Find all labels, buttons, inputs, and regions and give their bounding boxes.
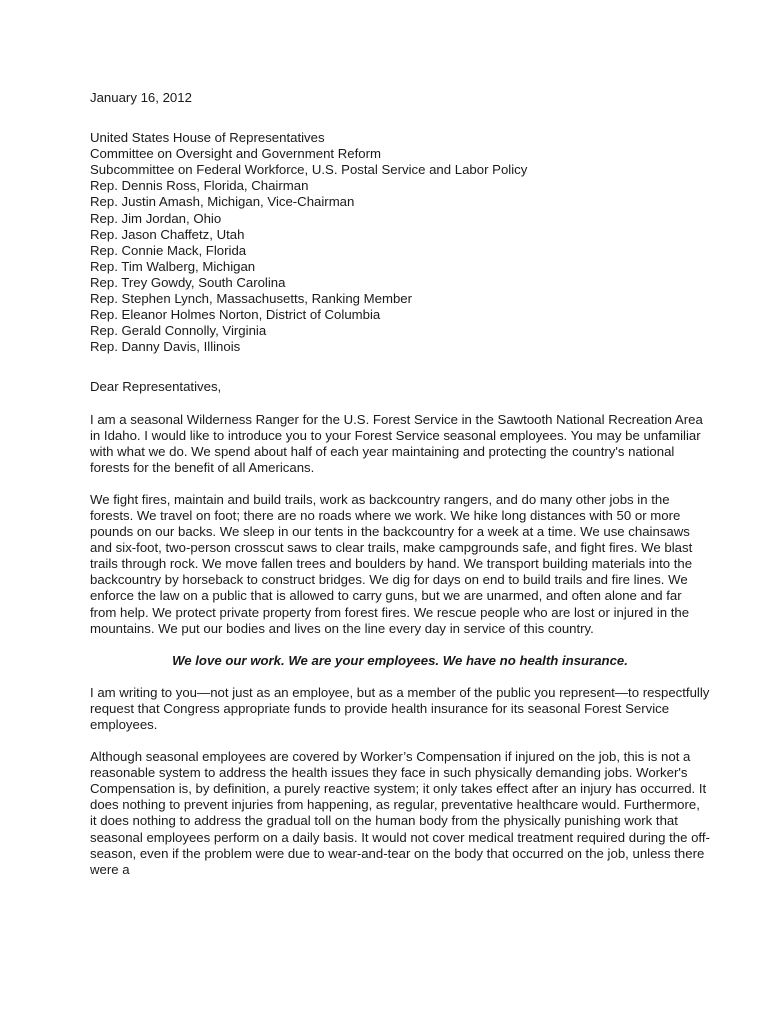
recipient-line: United States House of Representatives	[90, 130, 325, 146]
recipient-line: Committee on Oversight and Government Reform	[90, 146, 381, 162]
letter-page	[90, 90, 710, 894]
recipient-line: Rep. Eleanor Holmes Norton, District of Columbia	[90, 307, 381, 323]
recipient-line: Subcommittee on Federal Workforce, U.S. Postal Service and Labor Policy	[90, 162, 528, 178]
recipient-line: Rep. Dennis Ross, Florida, Chairman	[90, 178, 309, 194]
body-paragraph-2: We fight fires, maintain and build trails, work as backcountry rangers, and do many other jobs in the forests. We travel on foot; there are no roads where we work. We hike long distances with 50 or more pounds on our backs. We sleep in our tents in the backcountry for a week at a time. We use chainsaws and six-foot, two-person crosscut saws to clear trails, make campgrounds safe, and fight fires. We blast trails through rock. We move fallen trees and boulders by hand. We transport building materials into the backcountry by horseback to construct bridges. We dig for days on end to build trails and fire lines. We enforce the law on a public that is allowed to carry guns, but we are unarmed, and often alone and far from help. We protect private property from forest fires. We rescue people who are lost or injured in the mountains. We put our bodies and lives on the line every day in service of this country.	[90, 491, 693, 636]
body-paragraph-4: Although seasonal employees are covered by Worker’s Compensation if injured on the job, this is not a reasonable system to address the health issues they face in such physically demanding jobs. Worker's Compensation is, by definition, a purely reactive system; it only takes effect after an injury has occurred. It does nothing to prevent injuries from happening, as regular, preventative healthcare would. Furthermore, it does nothing to address the gradual toll on the human body from the physically punishing work that seasonal employees perform on a daily basis. It would not cover medical treatment required during the off-season, even if the problem were due to wear-and-tear on the body that occurred on the job, unless there were a	[90, 749, 710, 877]
recipient-block	[90, 130, 710, 355]
recipient-line: Rep. Danny Davis, Illinois	[90, 339, 241, 355]
recipient-line: Rep. Gerald Connolly, Virginia	[90, 323, 267, 339]
recipient-line: Rep. Trey Gowdy, South Carolina	[90, 274, 286, 290]
body-paragraph-3: I am writing to you—not just as an employee, but as a member of the public you represent—to respectfully request that Congress appropriate funds to provide health insurance for its seasonal Forest Service employees.	[90, 684, 710, 732]
recipient-line: Rep. Jason Chaffetz, Utah	[90, 226, 245, 242]
recipient-line: Rep. Justin Amash, Michigan, Vice-Chairman	[90, 194, 355, 210]
salutation: Dear Representatives,	[90, 379, 222, 395]
recipient-line: Rep. Stephen Lynch, Massachusetts, Ranking Member	[90, 291, 413, 307]
emphasis-statement: We love our work. We are your employees. We have no health insurance.	[172, 652, 628, 668]
body-paragraph-1: I am a seasonal Wilderness Ranger for the U.S. Forest Service in the Sawtooth National Recreation Area in Idaho. I would like to introduce you to your Forest Service seasonal employees. You may be unfamiliar with what we do. We spend about half of each year maintaining and protecting the country's national forests for the benefit of all Americans.	[90, 411, 703, 475]
recipient-line: Rep. Tim Walberg, Michigan	[90, 258, 256, 274]
letter-date: January 16, 2012	[90, 90, 192, 105]
recipient-line: Rep. Connie Mack, Florida	[90, 242, 247, 258]
recipient-line: Rep. Jim Jordan, Ohio	[90, 210, 222, 226]
